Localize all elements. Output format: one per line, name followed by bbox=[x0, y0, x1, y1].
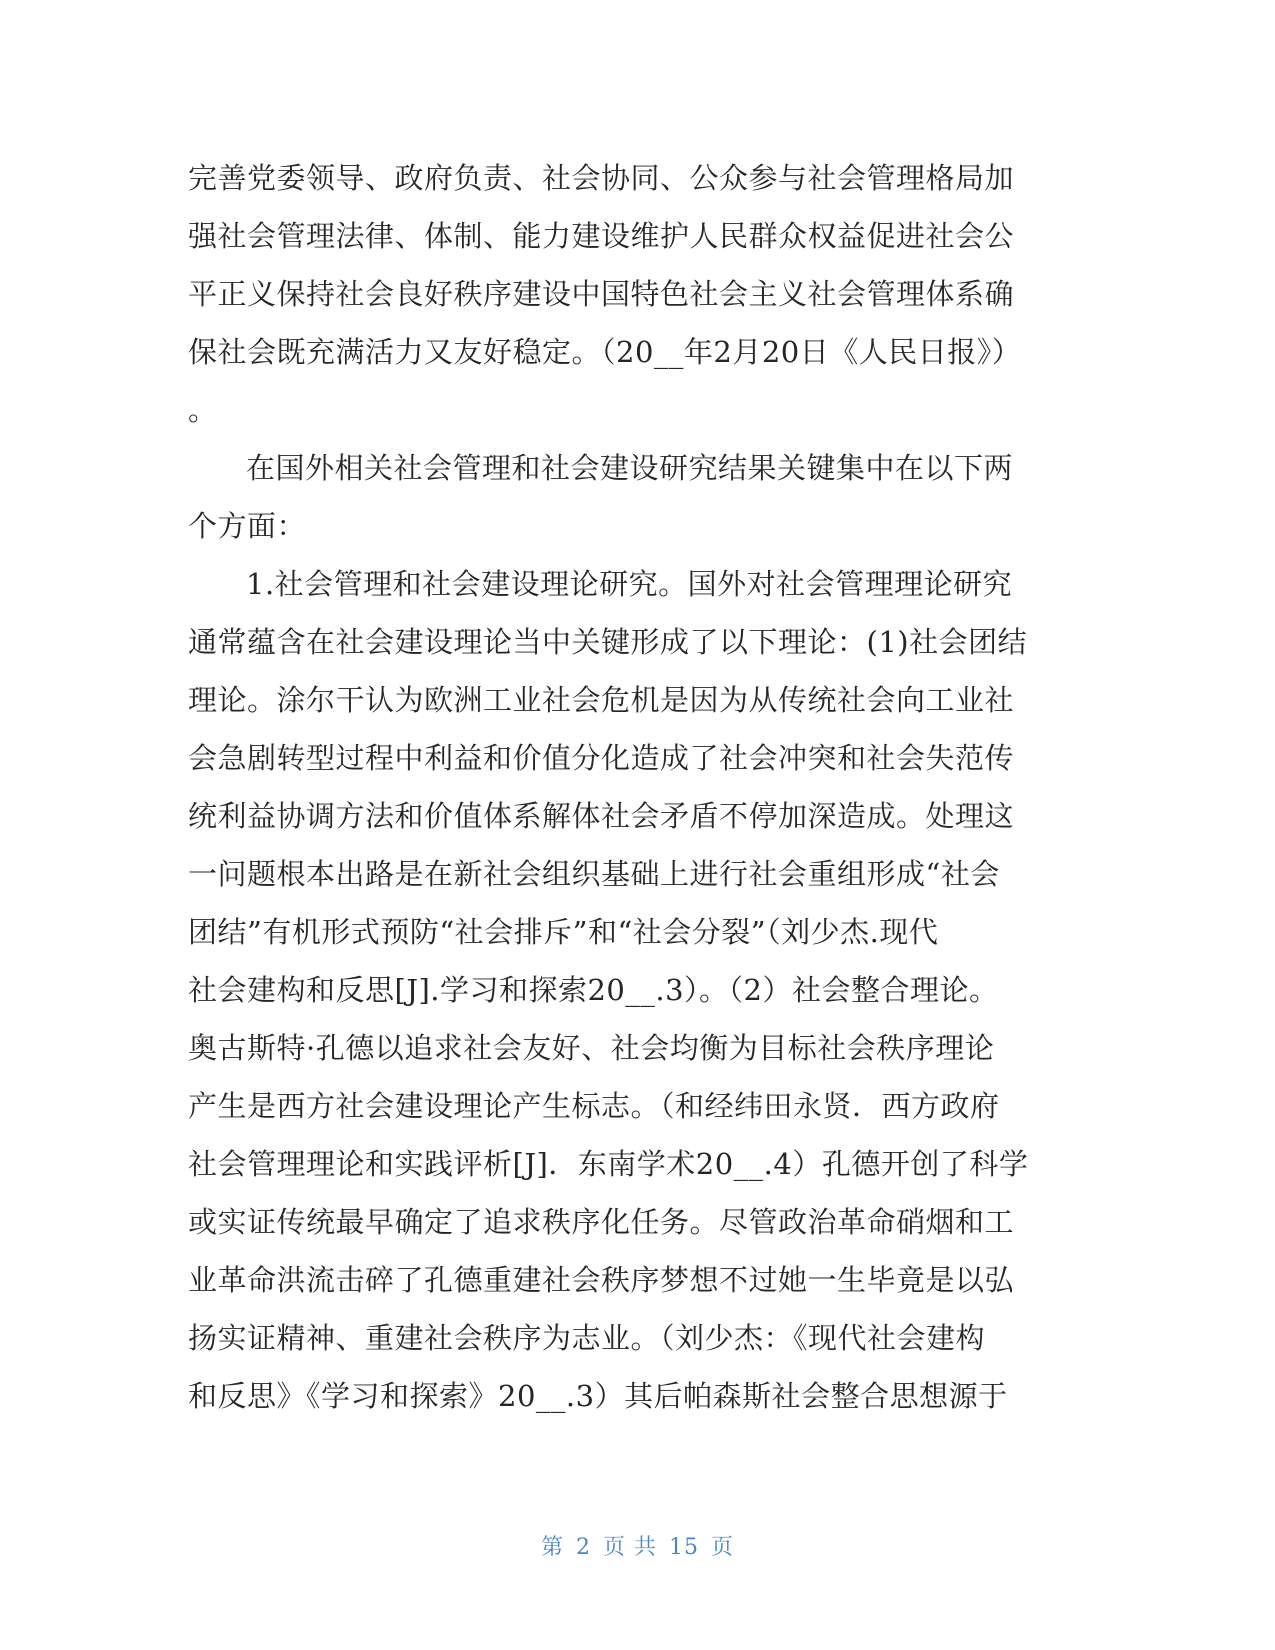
text-line: 会急剧转型过程中利益和价值分化造成了社会冲突和社会失范传 bbox=[188, 741, 1015, 775]
text-line: 平正义保持社会良好秩序建设中国特色社会主义社会管理体系确 bbox=[188, 277, 1015, 311]
page-footer bbox=[0, 1530, 1275, 1561]
total-pages-number: 15 bbox=[669, 1535, 699, 1560]
text-line: 统利益协调方法和价值体系解体社会矛盾不停加深造成。处理这 bbox=[188, 799, 1015, 833]
footer-suffix: 页 bbox=[711, 1535, 735, 1560]
text-line: 社会建构和反思[J].学习和探索20__.3）。（2）社会整合理论。 bbox=[188, 973, 999, 1007]
text-line: 奥古斯特·孔德以追求社会友好、社会均衡为目标社会秩序理论 bbox=[188, 1031, 995, 1065]
text-line: 社会管理理论和实践评析[J]．东南学术20__.4）孔德开创了科学 bbox=[188, 1147, 1029, 1181]
text-line: 。 bbox=[188, 393, 218, 427]
text-line: 强社会管理法律、体制、能力建设维护人民群众权益促进社会公 bbox=[188, 219, 1015, 253]
text-line: 个方面： bbox=[188, 509, 307, 543]
text-line: 业革命洪流击碎了孔德重建社会秩序梦想不过她一生毕竟是以弘 bbox=[188, 1263, 1015, 1297]
current-page-number: 2 bbox=[576, 1535, 591, 1560]
paragraph-start-line: 在国外相关社会管理和社会建设研究结果关键集中在以下两 bbox=[246, 451, 1014, 485]
text-line: 一问题根本出路是在新社会组织基础上进行社会重组形成“社会 bbox=[188, 857, 1000, 891]
text-line: 和反思》《学习和探索》20__.3）其后帕森斯社会整合思想源于 bbox=[188, 1379, 1008, 1413]
text-line: 或实证传统最早确定了追求秩序化任务。尽管政治革命硝烟和工 bbox=[188, 1205, 1015, 1239]
text-line: 扬实证精神、重建社会秩序为志业。（刘少杰：《现代社会建构 bbox=[188, 1321, 986, 1355]
text-line: 通常蕴含在社会建设理论当中关键形成了以下理论：(1)社会团结 bbox=[188, 625, 1028, 659]
text-line: 保社会既充满活力又友好稳定。（20__年2月20日《人民日报》） bbox=[188, 335, 1022, 369]
text-line: 完善党委领导、政府负责、社会协同、公众参与社会管理格局加 bbox=[188, 161, 1015, 195]
footer-prefix: 第 bbox=[540, 1535, 564, 1560]
text-line: 理论。涂尔干认为欧洲工业社会危机是因为从传统社会向工业社 bbox=[188, 683, 1015, 717]
footer-middle: 页 共 bbox=[603, 1535, 657, 1560]
paragraph-start-line: 1.社会管理和社会建设理论研究。国外对社会管理理论研究 bbox=[246, 567, 1013, 601]
text-line: 产生是西方社会建设理论产生标志。（和经纬田永贤．西方政府 bbox=[188, 1089, 1000, 1123]
text-line: 团结”有机形式预防“社会排斥”和“社会分裂”（刘少杰.现代 bbox=[188, 915, 939, 949]
